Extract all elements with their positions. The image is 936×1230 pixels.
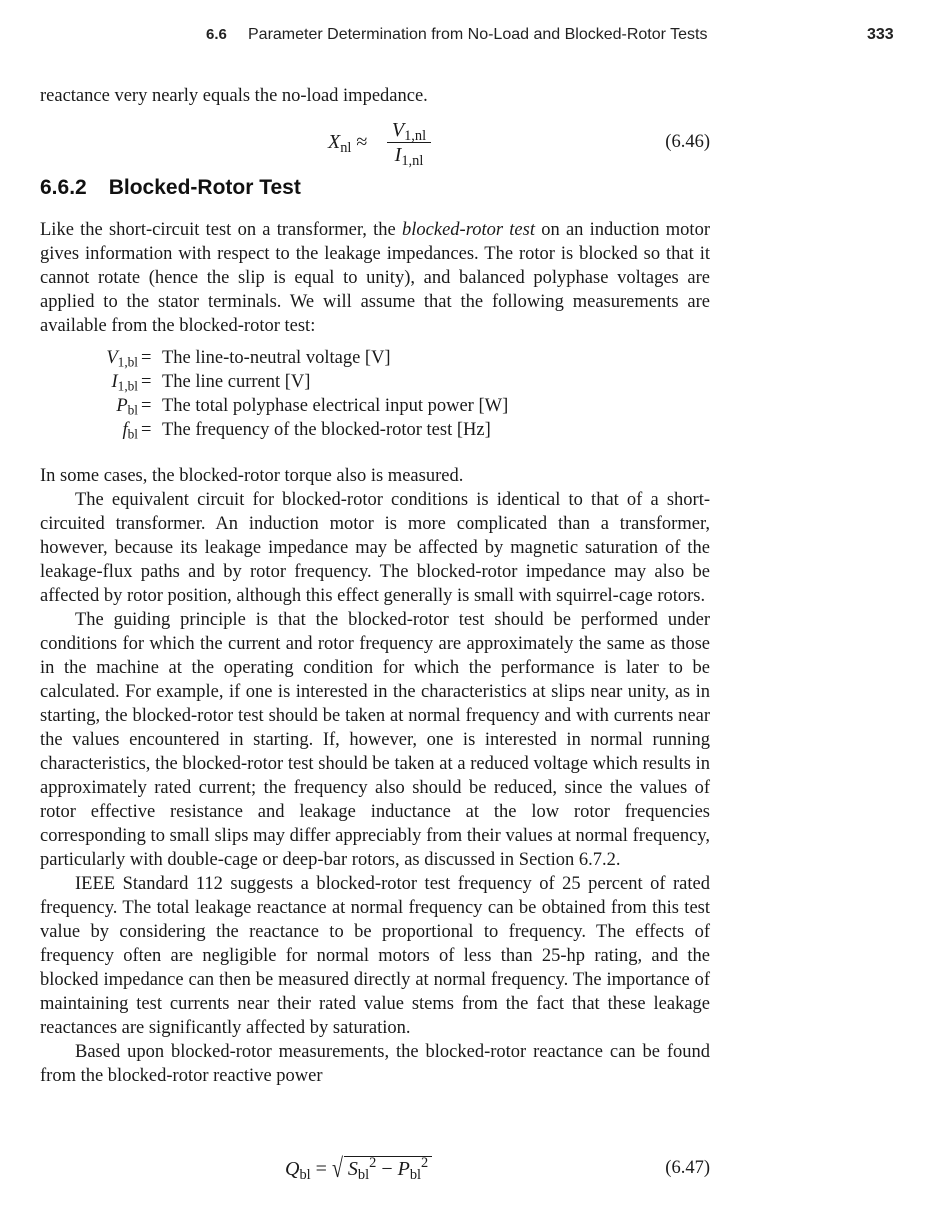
- paragraph-6: Based upon blocked-rotor measurements, the blocked-rotor reactance can be found from the blocked-rotor reactive power: [40, 1042, 710, 1086]
- definition-row: [40, 346, 710, 370]
- definition-text: The total polyphase electrical input power [W]: [162, 396, 509, 416]
- equation-6-47: [40, 1146, 710, 1194]
- symbol-subscript: 1,bl: [117, 378, 138, 394]
- equals-sign: =: [141, 420, 152, 440]
- term2-power: 2: [421, 1155, 429, 1172]
- symbol-subscript: bl: [127, 426, 138, 442]
- lhs-symbol: Q: [285, 1158, 300, 1180]
- definition-row: [40, 394, 710, 418]
- approx-symbol: ≈: [356, 131, 368, 153]
- equals-sign: =: [141, 348, 152, 368]
- equation-6-46-lhs: [328, 131, 368, 157]
- numerator-symbol: V: [391, 119, 405, 141]
- body-paragraphs: [40, 464, 710, 1088]
- lhs-symbol: X: [328, 131, 341, 153]
- equation-number-6-47: (6.47): [665, 1158, 710, 1178]
- term1-subscript: bl: [357, 1167, 370, 1184]
- definition-symbol: [116, 394, 138, 418]
- definition-row: [40, 418, 710, 442]
- definition-text: The frequency of the blocked-rotor test [Hz]: [162, 420, 491, 440]
- definition-symbol: [123, 418, 139, 442]
- paragraph-1-rest: on an induction motor gives information with respect to the leakage impedances. The rotor is blocked so that it cannot rotate (hence the slip is equal to unity), and balanced polyphase voltages are applied to the stator terminals. We will assume that the following measurements are available from the blocked-rotor test:: [40, 220, 710, 336]
- term2-symbol: P: [397, 1158, 410, 1180]
- definition-text: The line current [V]: [162, 372, 311, 392]
- definition-symbol: [106, 346, 138, 370]
- term1-symbol: S: [347, 1158, 358, 1180]
- symbol-subscript: 1,bl: [117, 354, 138, 370]
- measurement-definitions: [40, 346, 710, 442]
- equals-sign: =: [141, 372, 152, 392]
- header-section-number: 6.6: [206, 26, 227, 43]
- intro-line: reactance very nearly equals the no-load impedance.: [40, 86, 428, 106]
- symbol-letter: V: [106, 348, 118, 368]
- term2-subscript: bl: [409, 1167, 422, 1184]
- paragraph-1-lead: Like the short-circuit test on a transformer, the: [40, 220, 403, 240]
- equation-6-46-fraction: [386, 118, 432, 170]
- radicand: [344, 1155, 432, 1184]
- equation-6-46: [40, 118, 710, 172]
- paragraph-1: [40, 218, 710, 338]
- definition-text: The line-to-neutral voltage [V]: [162, 348, 391, 368]
- symbol-subscript: bl: [127, 402, 138, 418]
- definition-row: [40, 370, 710, 394]
- header-section-title: Parameter Determination from No-Load and Blocked-Rotor Tests: [248, 26, 708, 43]
- lhs-subscript: nl: [340, 140, 352, 157]
- definition-symbol: [111, 370, 138, 394]
- fraction-denominator: [386, 143, 432, 170]
- denominator-symbol: I: [394, 144, 402, 166]
- paragraph-4: The guiding principle is that the blocked-rotor test should be performed under conditions for which the current and rotor frequency are approximately the same as those in the machine at the operating condition for which the performance is later to be calculated. For example, if one is interested in the characteristics at slips near unity, as in starting, the blocked-rotor test should be taken at normal frequency and with currents near the values encountered in starting. If, however, one is interested in normal running characteristics, the blocked-rotor test should be taken at a reduced voltage which results in approximately rated current; the frequency also should be reduced, since the values of rotor effective resistance and leakage inductance at the low rotor frequencies corresponding to small slips may differ appreciably from their values at normal frequency, particularly with double-cage or deep-bar rotors, as discussed in Section 6.7.2.: [40, 610, 710, 870]
- symbol-letter: P: [116, 396, 128, 416]
- section-title: Blocked-Rotor Test: [108, 176, 301, 199]
- paragraph-5: IEEE Standard 112 suggests a blocked-rotor test frequency of 25 percent of rated frequency. The total leakage reactance at normal frequency can be obtained from this test value by considering the reactance to be proportional to frequency. The effects of frequency often are negligible for normal motors of less than 25-hp rating, and the blocked impedance can then be measured directly at normal frequency. The importance of maintaining test currents near their rated value stems from the fact that these leakage reactances are significantly affected by saturation.: [40, 874, 710, 1038]
- page-number: 333: [867, 26, 894, 43]
- fraction-numerator: [386, 118, 432, 145]
- equals-sign: =: [315, 1158, 327, 1180]
- section-heading: [40, 176, 301, 200]
- numerator-subscript: 1,nl: [404, 128, 427, 145]
- emphasized-term: blocked-rotor test: [402, 220, 535, 240]
- minus-sign: −: [381, 1158, 393, 1180]
- symbol-letter: I: [111, 372, 118, 392]
- term1-power: 2: [369, 1155, 377, 1172]
- equation-6-47-expression: [285, 1153, 432, 1184]
- symbol-letter: f: [122, 420, 128, 440]
- square-root-sign: √: [331, 1153, 343, 1184]
- denominator-subscript: 1,nl: [401, 153, 424, 170]
- equals-sign: =: [141, 396, 152, 416]
- running-header: [0, 24, 936, 48]
- equation-number-6-46: (6.46): [665, 132, 710, 152]
- section-number: 6.6.2: [40, 176, 87, 199]
- paragraph-3: The equivalent circuit for blocked-rotor conditions is identical to that of a short-circuited transformer. An induction motor is more complicated than a transformer, however, because its leakage impedance may be affected by magnetic saturation of the leakage-flux paths and by rotor frequency. The blocked-rotor impedance may also be affected by rotor position, although this effect generally is small with squirrel-cage rotors.: [40, 490, 710, 606]
- lhs-subscript: bl: [299, 1167, 311, 1184]
- paragraph-2: In some cases, the blocked-rotor torque also is measured.: [40, 466, 464, 486]
